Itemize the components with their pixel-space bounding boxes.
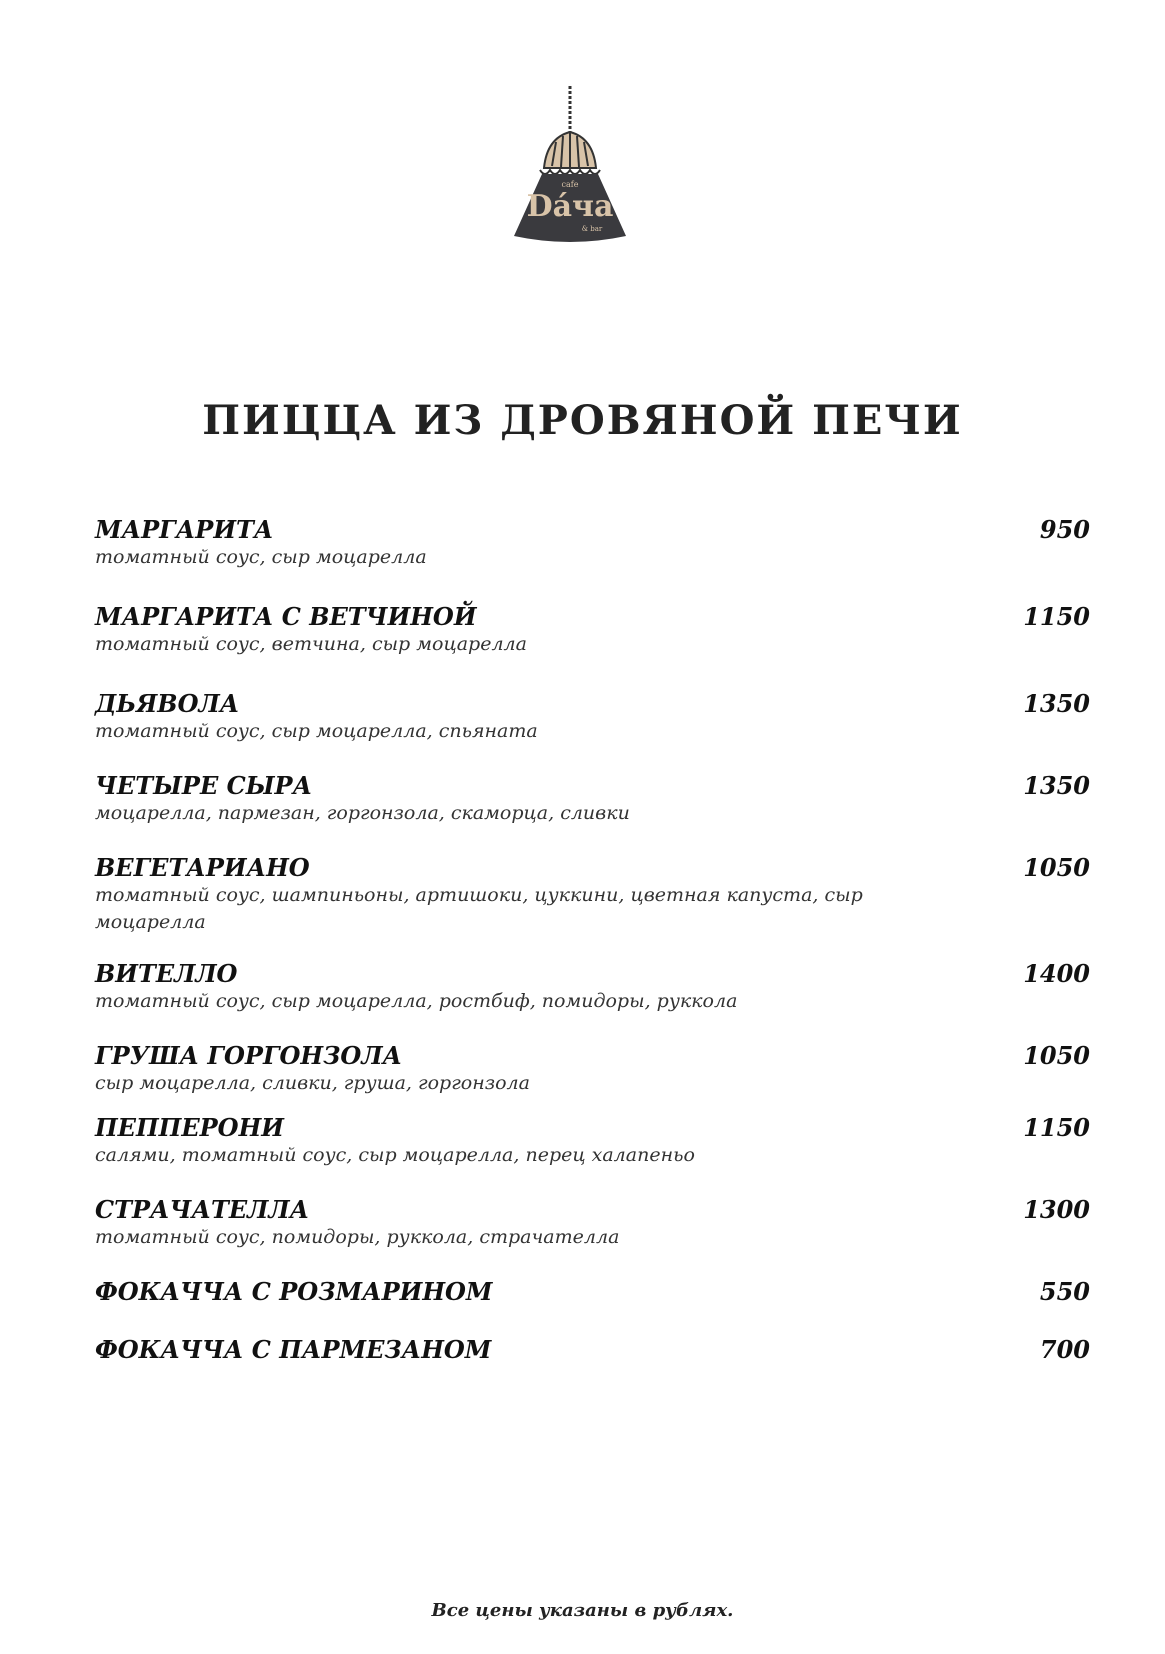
logo-bottom-text: & bar bbox=[581, 225, 603, 233]
item-description: томатный соус, сыр моцарелла bbox=[95, 546, 427, 568]
logo-brand-text: Dáча bbox=[526, 189, 614, 224]
item-description: салями, томатный соус, сыр моцарелла, перец халапеньо bbox=[95, 1144, 695, 1166]
item-description: томатный соус, шампиньоны, артишоки, цуккини, цветная капуста, сыр моцарелла bbox=[95, 884, 863, 933]
menu-item-vitello bbox=[95, 958, 1090, 1015]
item-price: 1350 bbox=[1023, 771, 1090, 800]
menu-item-stracciatella bbox=[95, 1194, 1090, 1251]
page-title: ПИЦЦА ИЗ ДРОВЯНОЙ ПЕЧИ bbox=[202, 397, 963, 444]
item-name: ФОКАЧЧА С РОЗМАРИНОМ bbox=[95, 1277, 493, 1306]
item-price: 550 bbox=[1039, 1277, 1090, 1306]
item-price: 700 bbox=[1039, 1335, 1090, 1364]
item-description: томатный соус, помидоры, руккола, страчателла bbox=[95, 1226, 620, 1248]
item-name: ВИТЕЛЛО bbox=[95, 959, 238, 988]
item-price: 1150 bbox=[1023, 602, 1090, 631]
item-price: 1400 bbox=[1023, 959, 1090, 988]
menu-item-focaccia-rosemary bbox=[95, 1276, 1090, 1308]
item-name: СТРАЧАТЕЛЛА bbox=[95, 1195, 310, 1224]
footer-note: Все цены указаны в рублях. bbox=[431, 1600, 734, 1621]
item-name: ЧЕТЫРЕ СЫРА bbox=[95, 771, 313, 800]
menu-item-margarita-ham bbox=[95, 601, 1090, 658]
item-name: ДЬЯВОЛА bbox=[95, 689, 240, 718]
item-description: томатный соус, ветчина, сыр моцарелла bbox=[95, 633, 527, 655]
cafe-logo bbox=[500, 86, 640, 256]
menu-item-four-cheese bbox=[95, 770, 1090, 827]
item-name: МАРГАРИТА bbox=[95, 515, 274, 544]
menu-item-vegetariano bbox=[95, 852, 1090, 936]
menu-item-pear-gorgonzola bbox=[95, 1040, 1090, 1097]
item-description: сыр моцарелла, сливки, груша, горгонзола bbox=[95, 1072, 530, 1094]
menu-item-diavola bbox=[95, 688, 1090, 745]
item-name: МАРГАРИТА С ВЕТЧИНОЙ bbox=[95, 602, 477, 631]
item-name: ПЕППЕРОНИ bbox=[95, 1113, 284, 1142]
item-description: томатный соус, сыр моцарелла, ростбиф, помидоры, руккола bbox=[95, 990, 738, 1012]
menu-item-focaccia-parmesan bbox=[95, 1334, 1090, 1366]
item-price: 1050 bbox=[1023, 853, 1090, 882]
lamp-logo-icon bbox=[500, 86, 640, 256]
item-price: 1300 bbox=[1023, 1195, 1090, 1224]
item-price: 1350 bbox=[1023, 689, 1090, 718]
item-name: ГРУША ГОРГОНЗОЛА bbox=[95, 1041, 403, 1070]
menu-item-pepperoni bbox=[95, 1112, 1090, 1169]
item-price: 1050 bbox=[1023, 1041, 1090, 1070]
item-price: 950 bbox=[1039, 515, 1090, 544]
item-name: ВЕГЕТАРИАНО bbox=[95, 853, 310, 882]
item-price: 1150 bbox=[1023, 1113, 1090, 1142]
item-description: томатный соус, сыр моцарелла, спьяната bbox=[95, 720, 538, 742]
logo-top-text: cafe bbox=[561, 180, 579, 189]
item-description: моцарелла, пармезан, горгонзола, скаморца, сливки bbox=[95, 802, 630, 824]
menu-item-margarita bbox=[95, 514, 1090, 571]
item-name: ФОКАЧЧА С ПАРМЕЗАНОМ bbox=[95, 1335, 492, 1364]
